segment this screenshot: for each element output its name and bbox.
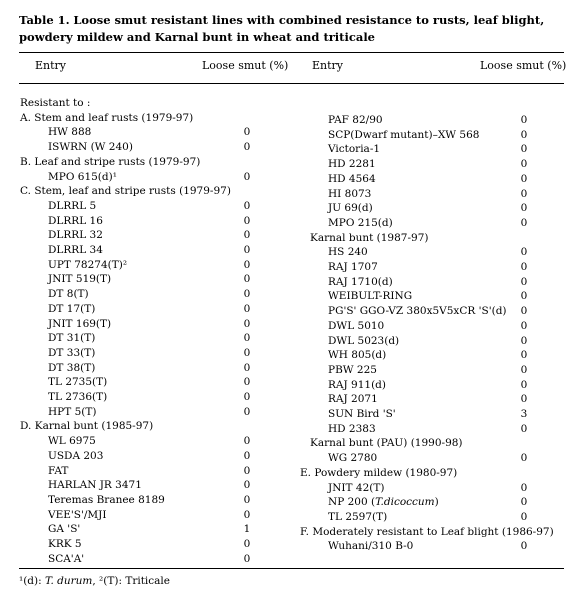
entry-label: DT 8(T) — [48, 288, 89, 301]
section-heading — [300, 525, 564, 539]
table-row — [300, 510, 564, 524]
loose-smut-value: 0 — [243, 199, 251, 212]
entry-label: C. Stem, leaf and stripe rusts (1979-97) — [20, 185, 231, 198]
table-row — [300, 539, 564, 553]
table-row — [300, 378, 564, 392]
table-row — [20, 537, 282, 551]
entry-label: F. Moderately resistant to Leaf blight (1986-97) — [300, 525, 554, 538]
entry-label: RAJ 1707 — [328, 261, 378, 273]
section-heading — [300, 231, 564, 245]
entry-label: NP 200 (T.dicoccum) — [328, 496, 439, 509]
loose-smut-value: 0 — [243, 405, 251, 418]
entry-label: UPT 78274(T)² — [48, 258, 128, 271]
table-row — [300, 142, 564, 156]
table-row — [300, 172, 564, 186]
table-row — [300, 451, 564, 465]
table-row — [300, 289, 564, 303]
entry-label: B. Leaf and stripe rusts (1979-97) — [20, 155, 201, 168]
loose-smut-value: 0 — [520, 202, 528, 215]
entry-label: DLRRL 32 — [48, 229, 103, 242]
entry-label: SCP(Dwarf mutant)–XW 568 — [328, 128, 480, 141]
entry-label: RAJ 911(d) — [328, 378, 386, 391]
entry-label: DT 31(T) — [48, 332, 96, 345]
loose-smut-value: 0 — [520, 261, 528, 273]
entry-label: ISWRN (W 240) — [48, 141, 133, 154]
loose-smut-value: 1 — [243, 523, 251, 536]
loose-smut-value: 0 — [243, 435, 251, 448]
entry-label: SCA'A' — [48, 552, 85, 565]
loose-smut-value: 0 — [243, 493, 251, 506]
entry-label: RAJ 1710(d) — [328, 275, 393, 288]
loose-smut-value: 0 — [520, 452, 528, 465]
entry-label: DLRRL 16 — [48, 214, 103, 227]
table-row — [20, 390, 282, 404]
top-rule — [19, 52, 564, 53]
header-rule — [19, 83, 564, 84]
loose-smut-value: 0 — [520, 246, 528, 259]
table-row — [20, 302, 282, 316]
loose-smut-value: 0 — [243, 464, 251, 477]
entry-label: TL 2735(T) — [48, 376, 108, 389]
loose-smut-value: 0 — [520, 319, 528, 332]
table-row — [20, 228, 282, 242]
entry-label: MPO 615(d)¹ — [48, 170, 117, 183]
entry-label: D. Karnal bunt (1985-97) — [20, 420, 154, 433]
section-heading — [20, 419, 282, 433]
table-row — [300, 128, 564, 142]
table-row — [300, 216, 564, 230]
table-row — [20, 434, 282, 448]
table-row — [20, 272, 282, 286]
loose-smut-value: 0 — [243, 332, 251, 345]
loose-smut-value: 0 — [243, 449, 251, 462]
entry-label: HD 2383 — [328, 422, 376, 435]
table-row — [20, 331, 282, 345]
table-row — [300, 157, 564, 171]
entry-label: MPO 215(d) — [328, 216, 393, 229]
section-heading — [300, 466, 564, 480]
loose-smut-value: 0 — [520, 275, 528, 288]
entry-label: A. Stem and leaf rusts (1979-97) — [20, 111, 194, 124]
loose-smut-value: 0 — [243, 229, 251, 242]
entry-label: DT 17(T) — [48, 302, 96, 315]
loose-smut-value: 0 — [520, 290, 528, 303]
loose-smut-value: 0 — [243, 288, 251, 301]
entry-label: PAF 82/90 — [328, 114, 383, 126]
loose-smut-value: 0 — [243, 244, 251, 256]
loose-smut-value: 0 — [520, 363, 528, 376]
loose-smut-value: 0 — [520, 158, 528, 171]
loose-smut-value: 0 — [243, 214, 251, 227]
loose-smut-value: 0 — [243, 126, 251, 139]
header-value-right: Loose smut (%) — [480, 59, 567, 72]
table-row — [20, 214, 282, 228]
entry-label: JNIT 519(T) — [48, 273, 112, 286]
loose-smut-value: 0 — [520, 114, 528, 126]
loose-smut-value: 0 — [520, 334, 528, 347]
entry-label: HD 4564 — [328, 172, 376, 185]
loose-smut-value: 0 — [243, 346, 251, 359]
entry-label: JNIT 42(T) — [328, 481, 385, 494]
table-row — [20, 287, 282, 301]
table-row — [20, 405, 282, 419]
table-title: Loose smut resistant lines with combined resistance to rusts, leaf blight, powdery mildew and Karnal bunt in wheat and triticale — [19, 13, 545, 44]
table-row — [300, 407, 564, 421]
loose-smut-value: 0 — [520, 481, 528, 494]
table-footnote — [19, 575, 170, 587]
table-row — [300, 187, 564, 201]
entry-label: DT 38(T) — [48, 361, 96, 374]
loose-smut-value: 0 — [520, 305, 528, 318]
table-row — [20, 125, 282, 139]
loose-smut-value: 0 — [243, 258, 251, 271]
header-value-left: Loose smut (%) — [202, 59, 289, 72]
entry-label: HD 2281 — [328, 158, 376, 171]
loose-smut-value: 0 — [243, 538, 251, 550]
section-heading — [20, 96, 282, 110]
entry-label: WG 2780 — [328, 452, 378, 465]
entry-label: DLRRL 34 — [48, 244, 103, 256]
loose-smut-value: 0 — [520, 143, 528, 156]
loose-smut-value: 0 — [520, 187, 528, 200]
table-row — [300, 334, 564, 348]
entry-label: HS 240 — [328, 246, 368, 259]
table-number: Table 1. — [19, 13, 70, 27]
loose-smut-value: 0 — [520, 378, 528, 391]
section-heading — [300, 436, 564, 450]
table-row — [20, 464, 282, 478]
entry-label: HI 8073 — [328, 187, 372, 200]
entry-label: WH 805(d) — [328, 349, 387, 362]
entry-label: Wuhani/310 B-0 — [328, 540, 414, 553]
footnote-text: ¹(d): T. durum, ²(T): Triticale — [19, 575, 170, 587]
loose-smut-value: 0 — [243, 376, 251, 389]
section-heading — [20, 111, 282, 125]
loose-smut-value: 0 — [243, 317, 251, 330]
loose-smut-value: 0 — [243, 141, 251, 154]
table-row — [20, 552, 282, 566]
entry-label: DWL 5023(d) — [328, 334, 400, 347]
entry-label: DT 33(T) — [48, 346, 96, 359]
entry-label: WEIBULT-RING — [328, 290, 413, 303]
entry-label: HARLAN JR 3471 — [48, 479, 142, 492]
loose-smut-value: 0 — [520, 540, 528, 553]
entry-label: DWL 5010 — [328, 319, 385, 332]
loose-smut-value: 0 — [243, 302, 251, 315]
entry-label: JNIT 169(T) — [48, 317, 112, 330]
table-row — [300, 304, 564, 318]
entry-label: USDA 203 — [48, 449, 104, 462]
loose-smut-value: 0 — [243, 273, 251, 286]
entry-label: Karnal bunt (PAU) (1990-98) — [310, 437, 463, 450]
table-row — [300, 319, 564, 333]
table-row — [300, 348, 564, 362]
loose-smut-value: 0 — [243, 391, 251, 403]
entry-label: TL 2597(T) — [328, 510, 388, 523]
loose-smut-value: 0 — [520, 510, 528, 523]
header-entry-right: Entry — [312, 59, 344, 72]
entry-label: HPT 5(T) — [48, 405, 97, 418]
table-row — [300, 201, 564, 215]
loose-smut-value: 3 — [520, 408, 528, 420]
entry-label: JU 69(d) — [328, 202, 373, 215]
entry-label: Karnal bunt (1987-97) — [310, 231, 429, 244]
entry-label: Resistant to : — [20, 97, 91, 109]
table-caption — [19, 12, 564, 46]
loose-smut-value: 0 — [520, 393, 528, 406]
entry-label: SUN Bird 'S' — [328, 408, 396, 420]
table-row — [20, 508, 282, 522]
loose-smut-value: 0 — [243, 170, 251, 183]
entry-label: Victoria-1 — [328, 143, 381, 156]
loose-smut-value: 0 — [243, 361, 251, 374]
loose-smut-value: 0 — [520, 172, 528, 185]
table-row — [20, 361, 282, 375]
entry-label: FAT — [48, 464, 69, 477]
loose-smut-value: 0 — [243, 508, 251, 521]
header-entry-left: Entry — [35, 59, 67, 72]
table-row — [20, 317, 282, 331]
entry-label: GA 'S' — [48, 523, 81, 536]
loose-smut-value: 0 — [520, 216, 528, 229]
table-row — [20, 170, 282, 184]
table-row — [300, 245, 564, 259]
table-row — [300, 422, 564, 436]
table-row — [20, 522, 282, 536]
entry-label: DLRRL 5 — [48, 199, 97, 212]
loose-smut-value: 0 — [243, 479, 251, 492]
table-row — [300, 260, 564, 274]
entry-label: TL 2736(T) — [48, 391, 108, 403]
table-row — [300, 363, 564, 377]
table-row — [20, 258, 282, 272]
entry-label: E. Powdery mildew (1980-97) — [300, 466, 458, 479]
entry-label: PG'S' GGO-VZ 380x5V5xCR 'S'(d) — [328, 305, 507, 318]
table-row — [300, 392, 564, 406]
entry-label: VEE'S'/MJI — [48, 508, 107, 521]
section-heading — [20, 155, 282, 169]
table-row — [300, 275, 564, 289]
loose-smut-value: 0 — [520, 349, 528, 362]
section-heading — [20, 184, 282, 198]
loose-smut-value: 0 — [520, 128, 528, 141]
loose-smut-value: 0 — [520, 422, 528, 435]
entry-label: RAJ 2071 — [328, 393, 378, 406]
table-row — [20, 375, 282, 389]
bottom-rule — [19, 568, 564, 569]
entry-label: PBW 225 — [328, 363, 377, 376]
table-row — [20, 346, 282, 360]
table-row — [20, 140, 282, 154]
table-row — [20, 243, 282, 257]
entry-label: Teremas Branee 8189 — [48, 493, 165, 506]
table-row — [20, 449, 282, 463]
loose-smut-value: 0 — [243, 552, 251, 565]
loose-smut-value: 0 — [520, 496, 528, 509]
table-row — [20, 199, 282, 213]
entry-label: KRK 5 — [48, 538, 82, 550]
table-row — [300, 495, 564, 509]
table-row — [20, 478, 282, 492]
table-row — [20, 493, 282, 507]
entry-label: WL 6975 — [48, 435, 96, 448]
table-row — [300, 113, 564, 127]
table-row — [300, 481, 564, 495]
entry-label: HW 888 — [48, 126, 92, 139]
